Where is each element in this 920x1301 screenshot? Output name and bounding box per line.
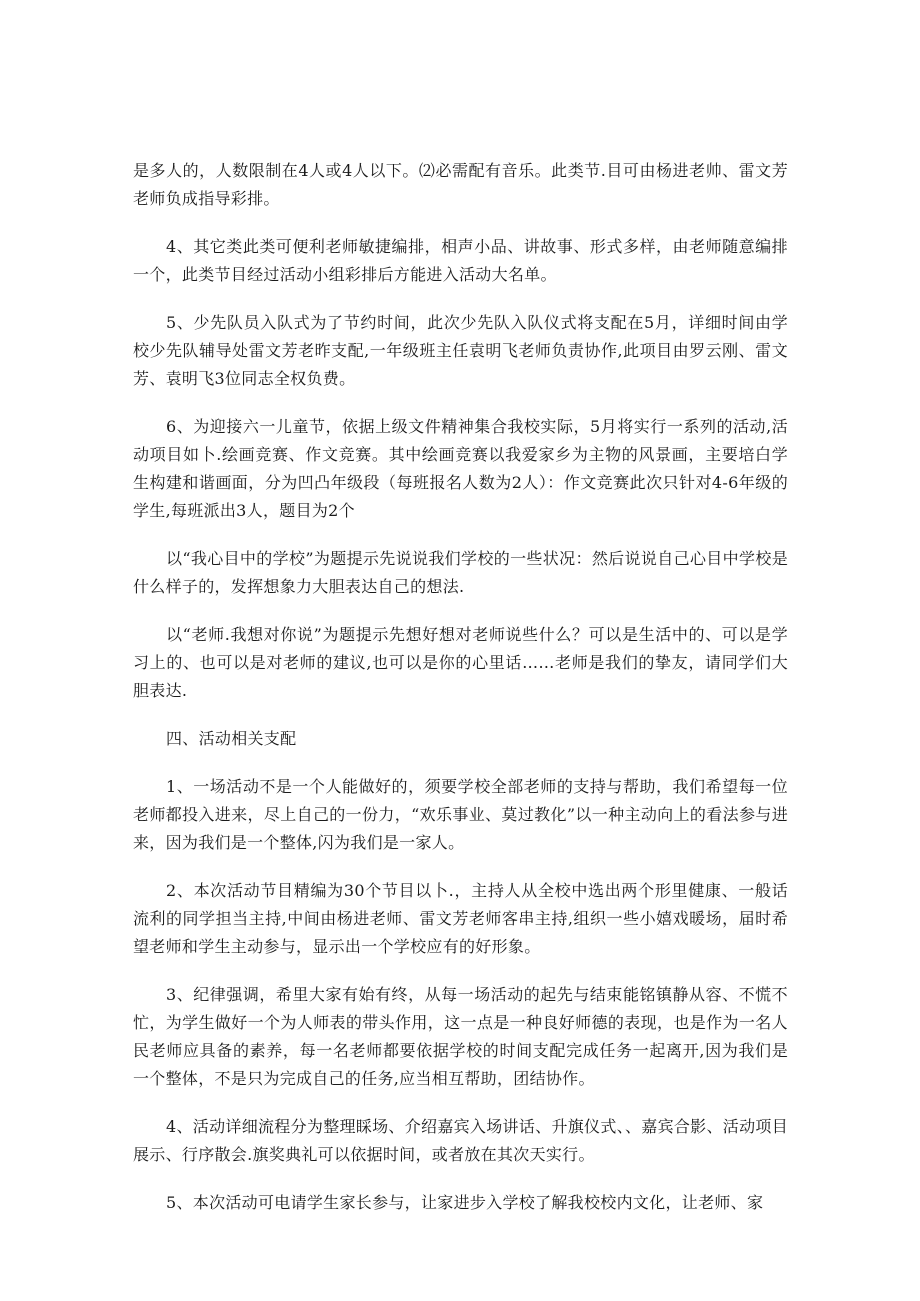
- paragraph-topic-teacher: 以“老师.我想对你说”为题提示先想好想对老师说些什么？可以是生活中的、可以是学习上的、也可以是对老师的建议,也可以是你的心里话……老师是我们的挚友，请同学们大胆表达.: [133, 625, 788, 700]
- section-paragraph-1: 1、一场活动不是一个人能做好的，须要学校全部老师的支持与帮助，我们希望每一位老师都投入进来，尽上自己的一份力，“欢乐事业、莫过教化”以一种主动向上的看法参与进来，因为我们是一个整体,闪为我们是一家人。: [133, 777, 788, 852]
- paragraph-topic-school: 以“我心目中的学校”为题提示先说说我们学校的一些状况：然后说说自己心目中学校是什么样子的，发挥想象力大胆表达自己的想法.: [133, 549, 788, 596]
- paragraph-item-6: 6、为迎接六一儿童节，依据上级文件精神集合我校实际，5月将实行一系列的活动,活动项目如卜.绘画竞赛、作文竞赛。其中绘画竞赛以我爱家乡为主物的风景画，主要培白学生构建和谐画面，分为凹凸年级段（每班报名人数为2人）：作文竞赛此次只针对4-6年级的学生,每班派出3人，题目为2个: [133, 417, 788, 520]
- section-paragraph-5: 5、本次活动可电请学生家长参与，让家进步入学校了解我校校内文化，让老师、家: [166, 1193, 764, 1212]
- paragraph-item-5: 5、少先队员入队式为了节约时间，此次少先队入队仪式将支配在5月，详细时间由学校少先队辅导处雷文芳老昨支配,一年级班主任袁明飞老师负责协作,此项目由罗云刚、雷文芳、袁明飞3位同志全权负费。: [133, 313, 788, 388]
- paragraph-item-4: 4、其它类此类可便利老师敏捷编排，相声小品、讲故事、形式多样，由老师随意编排一个，此类节目经过活动小组彩排后方能进入活动大名单。: [133, 237, 788, 284]
- section-heading: 四、活动相关支配: [166, 729, 297, 748]
- section-paragraph-4: 4、活动详细流程分为整理睬场、介绍嘉宾入场讲话、升旗仪式、、嘉宾合影、活动项目展示、行序散会.旗奖典礼可以依据时间，或者放在其次天实行。: [133, 1117, 788, 1164]
- document-body: [133, 157, 788, 1237]
- section-paragraph-3: 3、纪律强调，希里大家有始有终，从每一场活动的起先与结束能铭镇静从容、不慌不忙，为学生做好一个为人师表的带头作用，这一点是一种良好师德的表现，也是作为一名人民老师应具备的素养，每一名老师都要依据学校的时间支配完成任务一起离开,因为我们是一个整体，不是只为完成自己的任务,应当相互帮助，团结协作。: [133, 985, 788, 1088]
- section-paragraph-2: 2、本次活动节目精编为30个节目以卜.，主持人从全校中选出两个形里健康、一般话流利的同学担当主持,中间由杨进老师、雷文芳老师客串主持,组织一些小嬉戏暖场，届时希望老师和学生主动参与，显示出一个学校应有的好形象。: [133, 881, 788, 956]
- paragraph-continuation: 是多人的，人数限制在4人或4人以下。⑵必需配有音乐。此类节.目可由杨进老帅、雷文芳老师负成指导彩排。: [133, 161, 788, 208]
